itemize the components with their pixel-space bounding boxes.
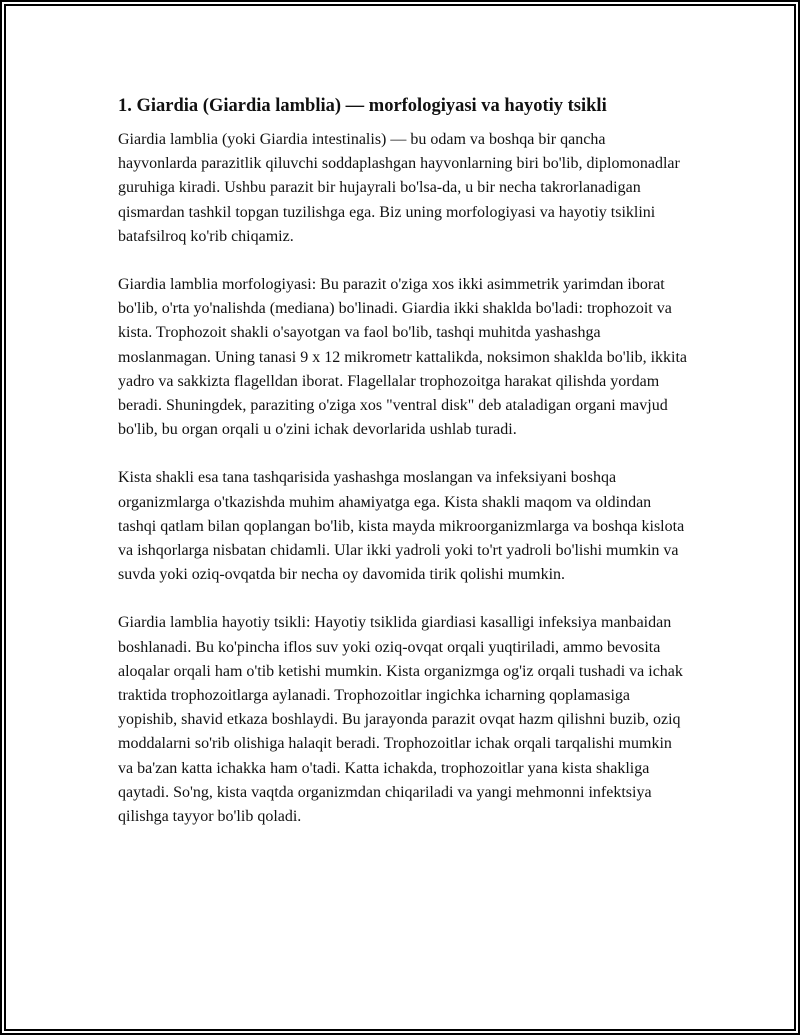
document-body — [118, 94, 688, 829]
paragraph-intro: Giardia lamblia (yoki Giardia intestinalis) — bu odam va boshqa bir qancha hayvonlarda parazitlik qiluvchi soddaplashgan hayvonlarning biri bo'lib, diplomonadlar guruhiga kiradi. Ushbu parazit bir hujayrali bo'lsa-da, u bir necha takrorlanadigan qismardan tashkil topgan tuzilishga ega. Biz uning morfologiyasi va hayotiy tsiklini batafsilroq ko'rib chiqamiz. — [118, 131, 680, 245]
paragraph-cyst: Kista shakli esa tana tashqarisida yashashga moslangan va infeksiyani boshqa organizmlarga o'tkazishda muhim ahамiyatga ega. Kista shakli maqom va oldindan tashqi qatlam bilan qoplangan bo'lib, kista mayda mikroorganizmlarga va boshqa kislota va ishqorlarga nisbatan chidamli. Ular ikki yadroli yoki to'rt yadroli bo'lishi mumkin va suvda yoki oziq-ovqatda bir necha oy davomida tirik qolishi mumkin. — [118, 469, 685, 584]
paragraph-morphology: Giardia lamblia morfologiyasi: Bu parazit o'ziga xos ikki asimmetrik yarimdan iborat bo'lib, o'rta yo'nalishda (mediana) bo'linadi. Giardia ikki shaklda bo'ladi: trophozoit va kista. Trophozoit shakli o'sayotgan va faol bo'lib, tashqi muhitda yashashga moslanmagan. Uning tanasi 9 x 12 mikrometr kattalikda, noksimon shaklda bo'lib, ikkita yadro va sakkizta flagelldan iborat. Flagellalar trophozoitga harakat qilishda yordam beradi. Shuningdek, paraziting o'ziga xos "ventral disk" deb ataladigan organi mavjud bo'lib, bu organ orqali u o'zini ichak devorlarida ushlab turadi. — [118, 276, 688, 439]
section-heading: 1. Giardia (Giardia lamblia) — morfologiyasi va hayotiy tsikli — [118, 96, 607, 116]
paragraph-life-cycle: Giardia lamblia hayotiy tsikli: Hayotiy tsiklida giardiasi kasalligi infeksiya manbaidan boshlanadi. Bu ko'pincha iflos suv yoki oziq-ovqat orqali yuqtiriladi, ammo bevosita aloqalar orqali ham o'tib ketishi mumkin. Kista organizmga og'iz orqali tushadi va ichak traktida trophozoitlarga aylanadi. Trophozoitlar ingichka icharning qoplamasiga yopishib, shavid etkaza boshlaydi. Bu jarayonda parazit ovqat hazm qilishni buzib, oziq moddalarni so'rib olishiga halaqit beradi. Trophozoitlar ichak orqali tarqalishi mumkin va ba'zan katta ichakka ham o'tadi. Katta ichakda, trophozoitlar yana kista shakliga qaytadi. So'ng, kista vaqtda organizmdan chiqariladi va yangi mehmonni infektsiya qilishga tayyor bo'lib qoladi. — [118, 614, 683, 826]
